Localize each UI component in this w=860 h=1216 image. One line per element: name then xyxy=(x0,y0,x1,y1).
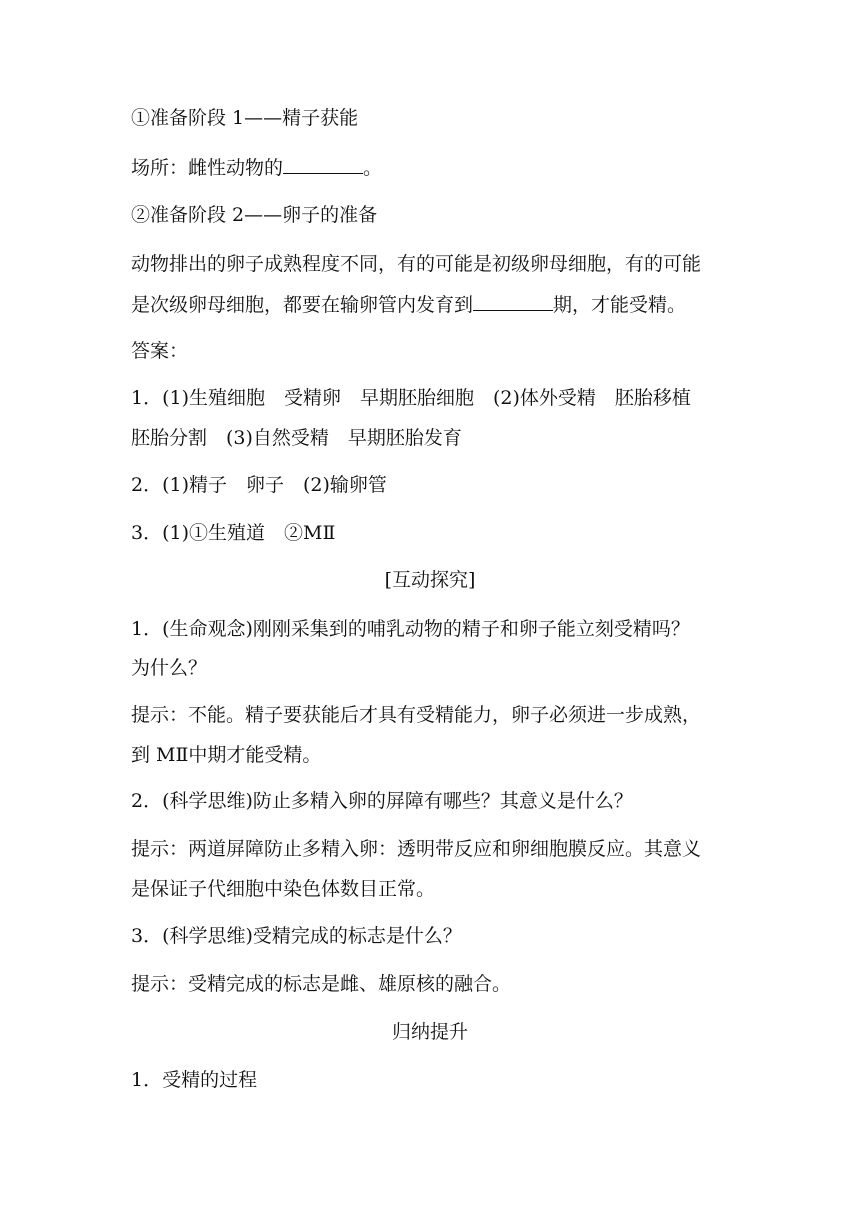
hint-2-line1: 提示：两道屏障防止多精入卵：透明带反应和卵细胞膜反应。其意义 xyxy=(131,838,702,860)
answer-1-line2: 胚胎分割 (3)自然受精 早期胚胎发育 xyxy=(131,427,462,449)
summary-heading: 归纳提升 xyxy=(391,1021,468,1043)
stage2-text-line1: 动物排出的卵子成熟程度不同，有的可能是初级卵母细胞，有的可能 xyxy=(131,253,702,275)
question-1-line1: 1．(生命观念)刚刚采集到的哺乳动物的精子和卵子能立刻受精吗？ xyxy=(131,618,690,640)
answer-1-line1: 1．(1)生殖细胞 受精卵 早期胚胎细胞 (2)体外受精 胚胎移植 xyxy=(131,387,691,409)
stage1-title: ①准备阶段 1——精子获能 xyxy=(131,107,359,129)
hint-1-line1: 提示：不能。精子要获能后才具有受精能力，卵子必须进一步成熟， xyxy=(131,704,702,726)
question-2: 2．(科学思维)防止多精入卵的屏障有哪些？其意义是什么？ xyxy=(131,790,633,812)
section-heading: [互动探究] xyxy=(384,569,476,591)
fill-blank xyxy=(473,292,553,311)
stage2-text-suffix: 期，才能受精。 xyxy=(553,294,687,316)
stage1-place-suffix: 。 xyxy=(363,157,383,179)
hint-2-line2: 是保证子代细胞中染色体数目正常。 xyxy=(131,878,436,900)
hint-1-line2: 到 MⅡ中期才能受精。 xyxy=(131,744,322,766)
answers-label: 答案： xyxy=(131,340,189,362)
stage1-place-prefix: 场所：雌性动物的 xyxy=(131,157,284,179)
answer-3: 3．(1)①生殖道 ②MⅡ xyxy=(131,522,336,544)
question-3: 3．(科学思维)受精完成的标志是什么？ xyxy=(131,925,462,947)
answer-2: 2．(1)精子 卵子 (2)输卵管 xyxy=(131,474,387,496)
summary-item-1: 1．受精的过程 xyxy=(131,1069,258,1091)
hint-3: 提示：受精完成的标志是雌、雄原核的融合。 xyxy=(131,973,512,995)
stage2-text-line2 xyxy=(131,292,731,317)
fill-blank xyxy=(283,155,363,174)
stage1-place xyxy=(131,155,731,180)
stage2-title: ②准备阶段 2——卵子的准备 xyxy=(131,204,378,226)
stage2-text-prefix: 是次级卵母细胞，都要在输卵管内发育到 xyxy=(131,294,474,316)
question-1-line2: 为什么？ xyxy=(131,657,208,679)
